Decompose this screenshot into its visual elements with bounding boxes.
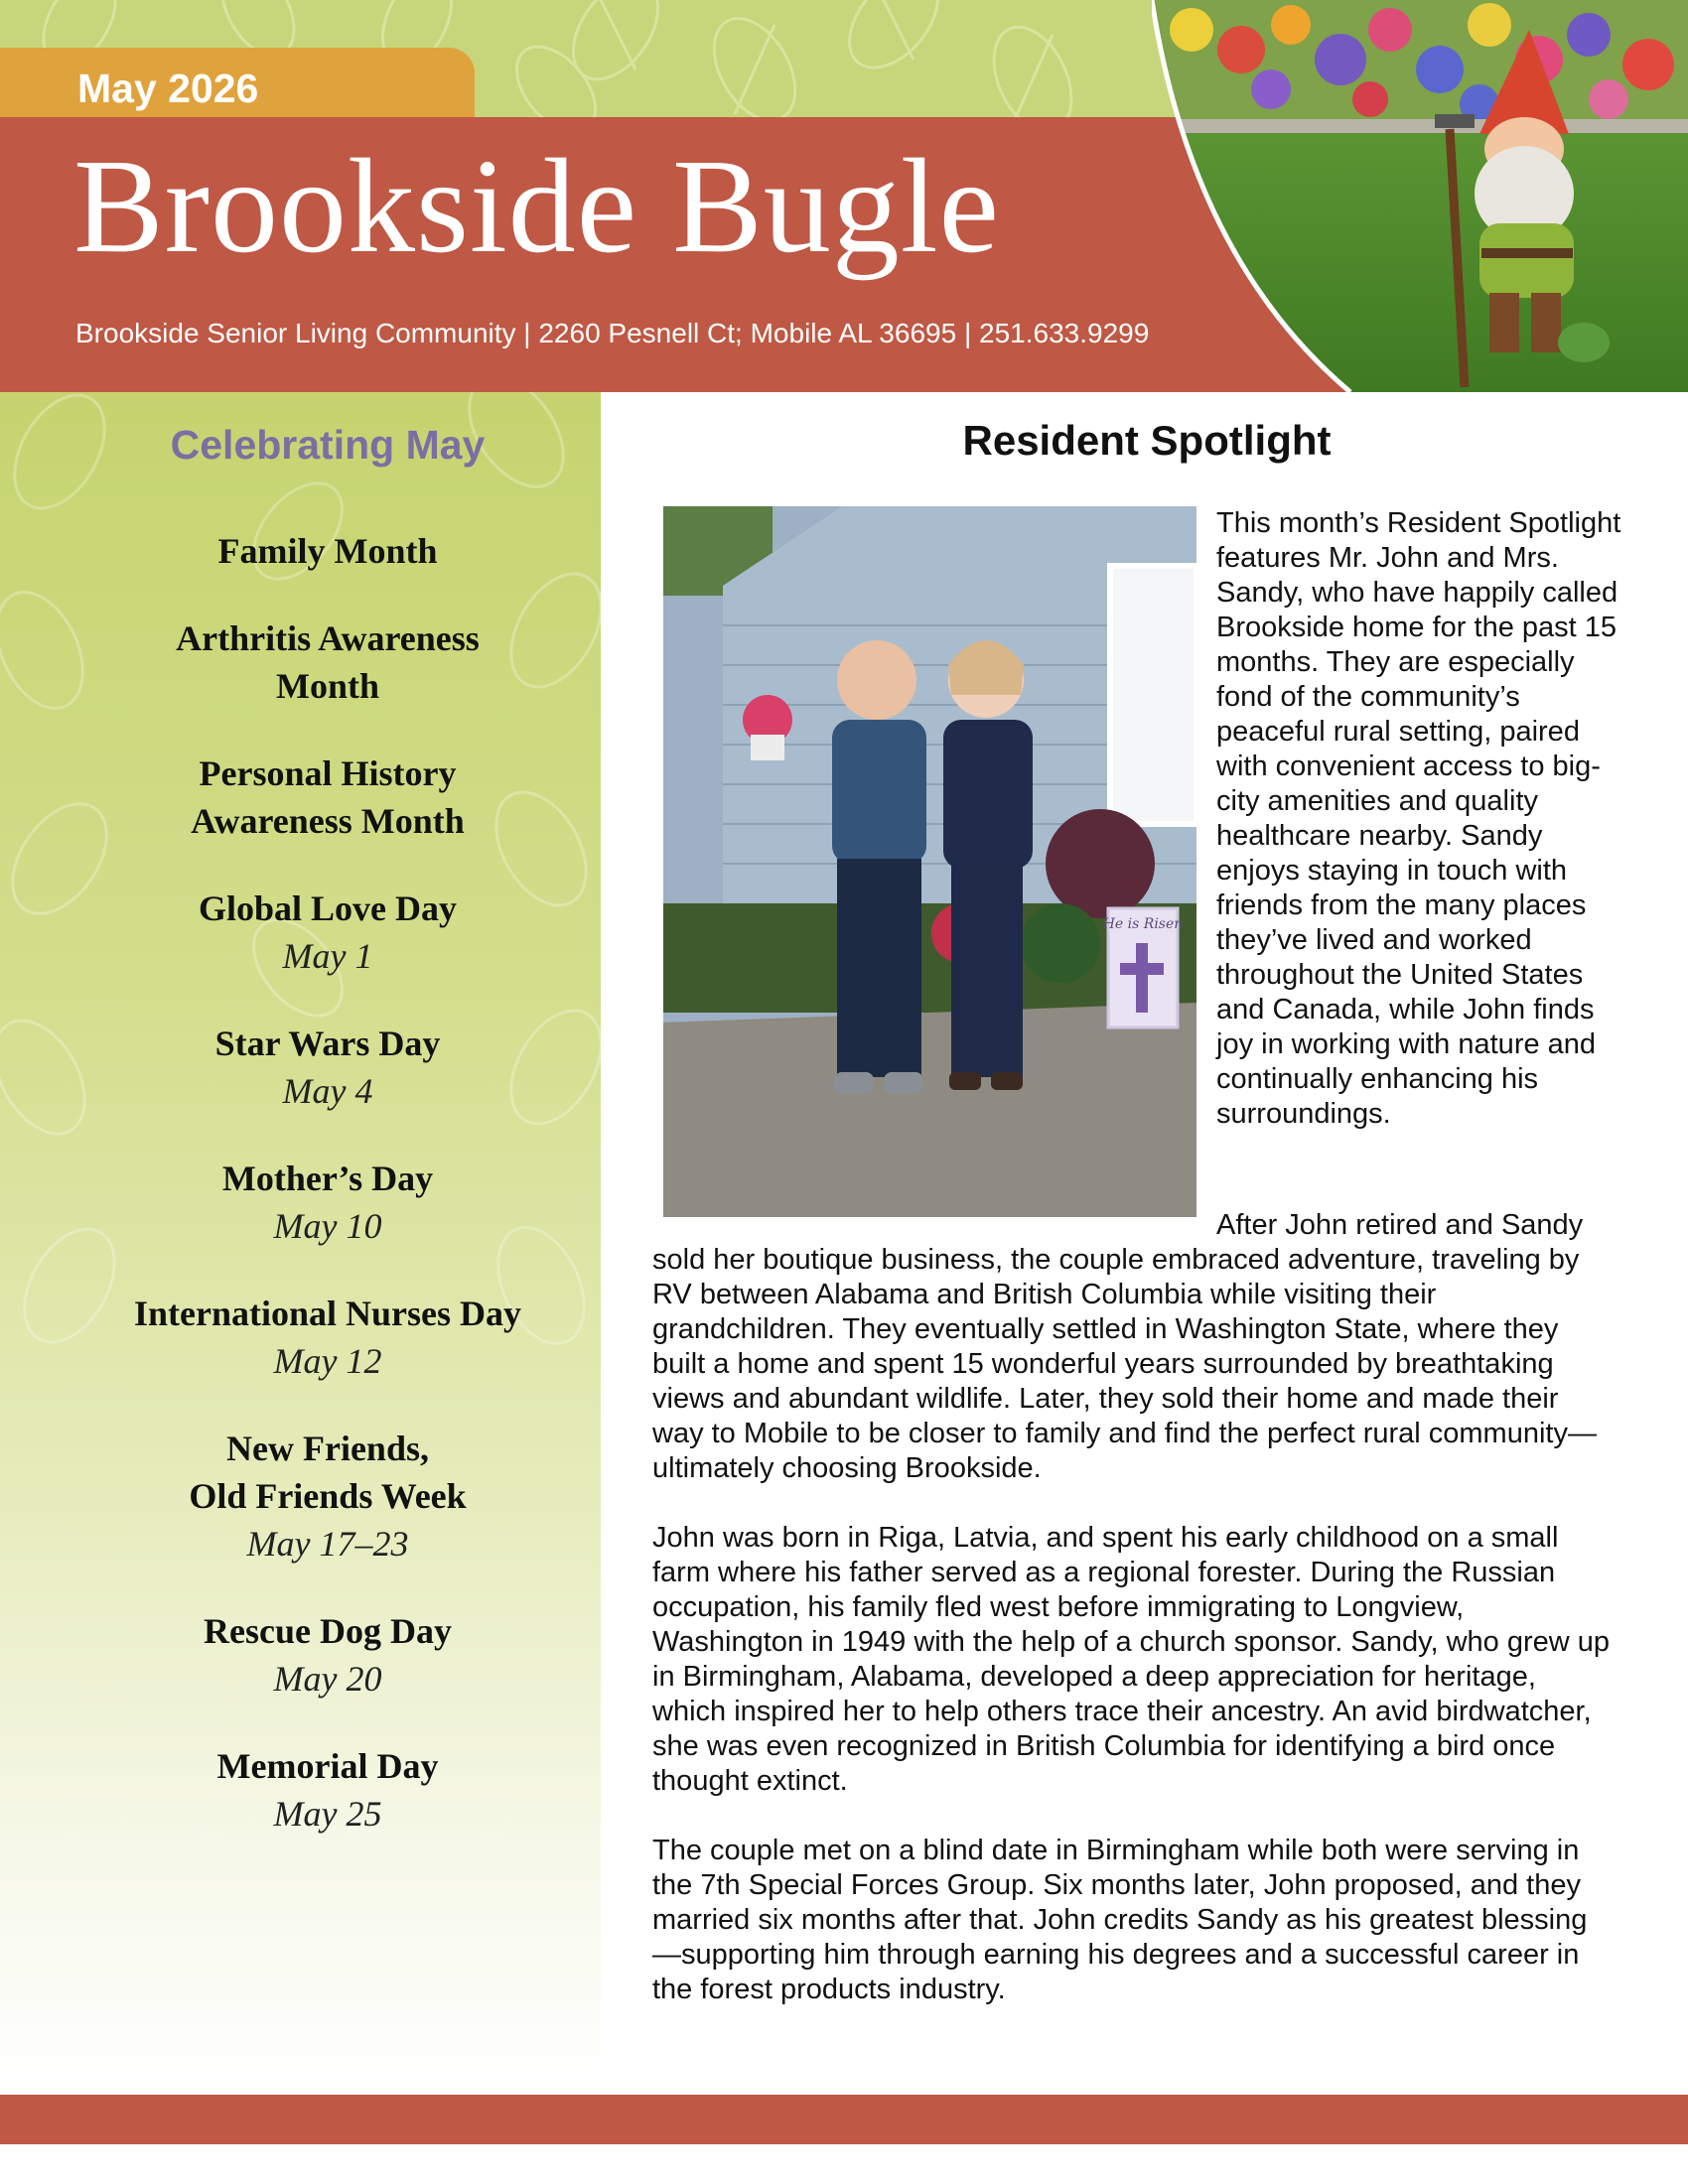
observance-item bbox=[0, 1607, 601, 1703]
observance-date: May 10 bbox=[273, 1206, 382, 1246]
observance-name: Mother’s Day bbox=[221, 1159, 434, 1198]
observance-item bbox=[0, 1155, 601, 1250]
observance-name: International Nurses Day bbox=[133, 1294, 521, 1333]
observance-date: May 25 bbox=[273, 1794, 382, 1834]
observance-item bbox=[0, 1742, 601, 1838]
observance-item bbox=[0, 1425, 601, 1568]
celebrating-sidebar bbox=[0, 392, 601, 2095]
observance-date: May 1 bbox=[282, 936, 373, 976]
footer-bar bbox=[0, 2095, 1688, 2144]
observance-name: Family Month bbox=[217, 531, 438, 571]
address-line: Brookside Senior Living Community | 2260 Pesnell Ct; Mobile AL 36695 | 251.633.9299 bbox=[75, 318, 1150, 348]
newsletter-title: Brookside Bugle bbox=[73, 132, 1000, 281]
observance-name: Memorial Day bbox=[216, 1746, 439, 1786]
observance-item bbox=[0, 527, 601, 575]
article-paragraph: John was born in Riga, Latvia, and spent his early childhood on a small farm where his father served as a regional forester. During the Russian occupation, his family fled west before immigrating to Longview, Washington in 1949 with the help of a church sponsor. Sandy, who grew up in Birmingham, Alabama, developed a deep appreciation for heritage, which inspired her to help others trace their ancestry. An avid birdwatcher, she was even recognized in British Columbia for identifying a bird once thought extinct. bbox=[652, 1522, 1611, 1797]
garden-sign-text: He is Risen bbox=[1102, 916, 1184, 932]
article-paragraph: sold her boutique business, the couple embraced adventure, traveling by RV between Alabama and British Columbia while visiting their grandchildren. They eventually settled in Washington State, where they built a home and spent 15 wonderful years surrounded by breathtaking views and abundant wildlife. Later, they sold their home and made their way to Mobile to be closer to family and find the perfect rural community—ultimately choosing Brookside. bbox=[652, 1244, 1597, 1484]
observance-date: May 12 bbox=[273, 1341, 382, 1381]
observance-name: New Friends, Old Friends Week bbox=[189, 1429, 467, 1516]
article-paragraph-lead: After John retired and Sandy bbox=[1216, 1209, 1584, 1241]
observance-date: May 20 bbox=[273, 1659, 382, 1699]
observance-item bbox=[0, 750, 601, 845]
observance-name: Rescue Dog Day bbox=[204, 1611, 452, 1651]
couple-photo bbox=[663, 506, 1196, 1217]
article-paragraph: This month’s Resident Spotlight features Mr. John and Mrs. Sandy, who have happily called Brookside home for the past 15 months. They are especially fond of the community’s peaceful rural setting, paired with convenient access to big-city amenities and quality healthcare nearby. Sandy enjoys staying in touch with friends from the many places they’ve lived and worked throughout the United States and Canada, while John finds joy in working with nature and continually enhancing his surroundings. bbox=[1216, 507, 1621, 1130]
header-banner bbox=[0, 0, 1688, 392]
observance-item bbox=[0, 885, 601, 980]
observance-name: Star Wars Day bbox=[214, 1024, 441, 1063]
observance-list bbox=[0, 527, 601, 1877]
observance-item bbox=[0, 1020, 601, 1115]
observance-date: May 17–23 bbox=[246, 1524, 409, 1564]
article-title: Resident Spotlight bbox=[962, 417, 1332, 464]
issue-date: May 2026 bbox=[77, 66, 259, 111]
article-paragraph: The couple met on a blind date in Birmingham while both were serving in the 7th Special Forces Group. Six months later, John proposed, and they married six months after that. John credits Sandy as his greatest blessing—supporting him through earning his degrees and a successful career in the forest products industry. bbox=[652, 1835, 1588, 2005]
garden-gnome-photo bbox=[1152, 0, 1688, 392]
observance-name: Global Love Day bbox=[198, 888, 457, 928]
observance-item bbox=[0, 1290, 601, 1385]
observance-item bbox=[0, 614, 601, 710]
observance-date: May 4 bbox=[282, 1071, 373, 1111]
observance-name: Personal History Awareness Month bbox=[191, 753, 465, 841]
sidebar-heading: Celebrating May bbox=[170, 422, 486, 468]
observance-name: Arthritis Awareness Month bbox=[176, 618, 480, 706]
